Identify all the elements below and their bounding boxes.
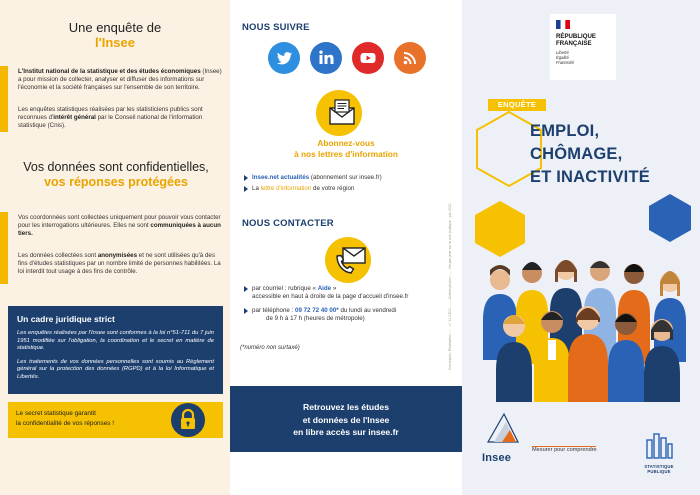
twitter-icon[interactable] bbox=[268, 42, 300, 74]
secret-text bbox=[16, 409, 166, 429]
insee-wordmark: Insee bbox=[482, 452, 512, 464]
contact-phone-bullet bbox=[244, 307, 454, 323]
insee-description bbox=[18, 68, 224, 92]
cover-title: ET INACTIVITÉ bbox=[530, 168, 650, 186]
legal-framework-box bbox=[8, 306, 223, 394]
contact-mail-phone-icon bbox=[334, 242, 368, 276]
text: Vos coordonnées sont collectées uniquement pour pouvoir vous contacter pour les interrogations ultérieures. Elles ne sont bbox=[18, 214, 221, 229]
newsletter-bullet bbox=[244, 185, 454, 193]
insee-tagline: Mesurer pour comprendre bbox=[532, 447, 597, 453]
newsletter-bullet bbox=[244, 174, 454, 182]
newsletter-line: Abonnez-vous bbox=[317, 138, 375, 148]
text-strong: communiquées à aucun tiers. bbox=[18, 222, 221, 237]
text: par le Conseil national de l'information statistique (Cnis). bbox=[18, 114, 203, 129]
newsletter-line: à nos lettres d'information bbox=[294, 149, 398, 159]
yellow-accent-bar bbox=[0, 212, 8, 284]
text: par téléphone : bbox=[252, 307, 296, 314]
lock-icon bbox=[171, 403, 205, 437]
youtube-icon[interactable] bbox=[352, 42, 384, 74]
text: (abonnement sur insee.fr) bbox=[309, 174, 382, 181]
anonymised-description bbox=[18, 252, 224, 276]
left-panel bbox=[0, 0, 230, 495]
text: » bbox=[331, 285, 337, 292]
middle-panel bbox=[230, 0, 462, 495]
cover-title: EMPLOI, bbox=[530, 122, 600, 140]
secret-statistique-box bbox=[8, 402, 223, 438]
french-flag-icon bbox=[556, 20, 570, 29]
text: Les données collectées sont bbox=[18, 252, 98, 259]
contact-data-description bbox=[18, 214, 224, 238]
insee-logo-icon bbox=[482, 408, 524, 448]
secret-line: la confidentialité de vos réponses ! bbox=[16, 420, 115, 427]
insee-net-link[interactable]: Insee.net actualités bbox=[252, 174, 310, 181]
rf-text: FRANÇAISE bbox=[556, 40, 592, 47]
statistique-publique-text bbox=[634, 464, 684, 474]
people-illustration bbox=[480, 240, 694, 402]
yellow-accent-bar bbox=[0, 66, 8, 132]
follow-title: NOUS SUIVRE bbox=[242, 22, 310, 33]
stat-line: STATISTIQUE bbox=[644, 464, 674, 469]
cnis-description bbox=[18, 106, 224, 130]
regional-letter-link[interactable]: lettre d'information bbox=[260, 185, 312, 192]
text: du lundi au vendredi bbox=[338, 307, 397, 314]
stat-line: PUBLIQUE bbox=[647, 469, 671, 474]
section-title-line: Une enquête de bbox=[68, 20, 162, 35]
linkedin-icon[interactable] bbox=[310, 42, 342, 74]
bullet-triangle-icon bbox=[244, 308, 248, 314]
phone-number-link[interactable]: 09 72 72 40 00* bbox=[295, 307, 339, 314]
republique-francaise-logo bbox=[550, 14, 616, 80]
banner-line: en libre accès sur insee.fr bbox=[293, 427, 399, 437]
banner-line: Retrouvez les études bbox=[303, 402, 389, 412]
hexagon-blue-decoration bbox=[648, 193, 692, 243]
aide-link[interactable]: Aide bbox=[317, 285, 332, 292]
rf-text: RÉPUBLIQUE bbox=[556, 33, 596, 40]
text: (Insee) a pour mission de collecter, analyser et diffuser des informations sur l'économie et la société françaises sur l'ensemble de son territoire. bbox=[18, 68, 222, 91]
text: La bbox=[252, 185, 261, 192]
vertical-credits bbox=[448, 150, 456, 370]
legal-title: Un cadre juridique strict bbox=[17, 314, 115, 324]
bullet-triangle-icon bbox=[244, 186, 248, 192]
rss-icon[interactable] bbox=[394, 42, 426, 74]
insee-fr-banner[interactable] bbox=[230, 386, 462, 452]
legal-paragraph: Les traitements de vos données personnelles sont soumis au Règlement général sur la protection des données (RGPD) et à la loi Informatique et Libertés. bbox=[17, 358, 214, 380]
text: de 9 h à 17 h (heures de métropole) bbox=[266, 315, 365, 322]
secret-line: Le secret statistique garantit bbox=[16, 410, 96, 417]
text: de votre région bbox=[311, 185, 355, 192]
rf-motto: Fraternité bbox=[556, 60, 574, 65]
text: par courriel : rubrique « bbox=[252, 285, 318, 292]
legal-paragraph: Les enquêtes réalisées par l'Insee sont conformes à la loi n°51-711 du 7 juin 1951 modifiée sur l'obligation, la coordination et le secret en matière de statistique. bbox=[17, 330, 214, 351]
text: accessible en haut à droite de la page d'accueil d'insee.fr bbox=[252, 293, 409, 300]
cover-panel bbox=[462, 0, 700, 495]
section-title-insee bbox=[0, 20, 230, 50]
text-strong: L'Institut national de la statistique et des études économiques bbox=[18, 68, 201, 75]
section-title-highlight: l'Insee bbox=[95, 35, 135, 50]
envelope-icon bbox=[326, 96, 358, 128]
cover-title: CHÔMAGE, bbox=[530, 145, 623, 163]
bullet-triangle-icon bbox=[244, 286, 248, 292]
enquete-badge: ENQUÊTE bbox=[488, 99, 546, 111]
text: Les enquêtes statistiques réalisées par les statisticiens publics sont reconnues d' bbox=[18, 106, 203, 121]
credits-text: Conception, Réalisation : ... - n° 11.2.E01 - ... - Crédits photos : ... - Ne pas jeter sur la voie publique - juin 2021 bbox=[448, 203, 452, 370]
rf-motto: Liberté bbox=[556, 50, 569, 55]
bullet-triangle-icon bbox=[244, 175, 248, 181]
newsletter-title bbox=[230, 138, 462, 160]
contact-title: NOUS CONTACTER bbox=[242, 218, 334, 229]
rf-motto: Égalité bbox=[556, 55, 569, 60]
text-strong: intérêt général bbox=[53, 114, 96, 121]
section-title-highlight: vos réponses protégées bbox=[44, 175, 188, 189]
section-title-confidential bbox=[8, 160, 224, 190]
section-title-line: Vos données sont confidentielles, bbox=[23, 160, 209, 174]
text-strong: anonymisées bbox=[97, 252, 138, 259]
banner-line: et données de l'Insee bbox=[302, 414, 390, 425]
statistique-publique-icon bbox=[642, 430, 676, 460]
footnote: (*numéro non surtaxé) bbox=[240, 345, 300, 351]
text: et ne sont utilisées qu'à des fins d'études statistiques par un nombre limité de personnes habilitées. La loi interdit tout usage à des fins de contrôle. bbox=[18, 252, 221, 275]
contact-email-bullet bbox=[244, 285, 454, 301]
